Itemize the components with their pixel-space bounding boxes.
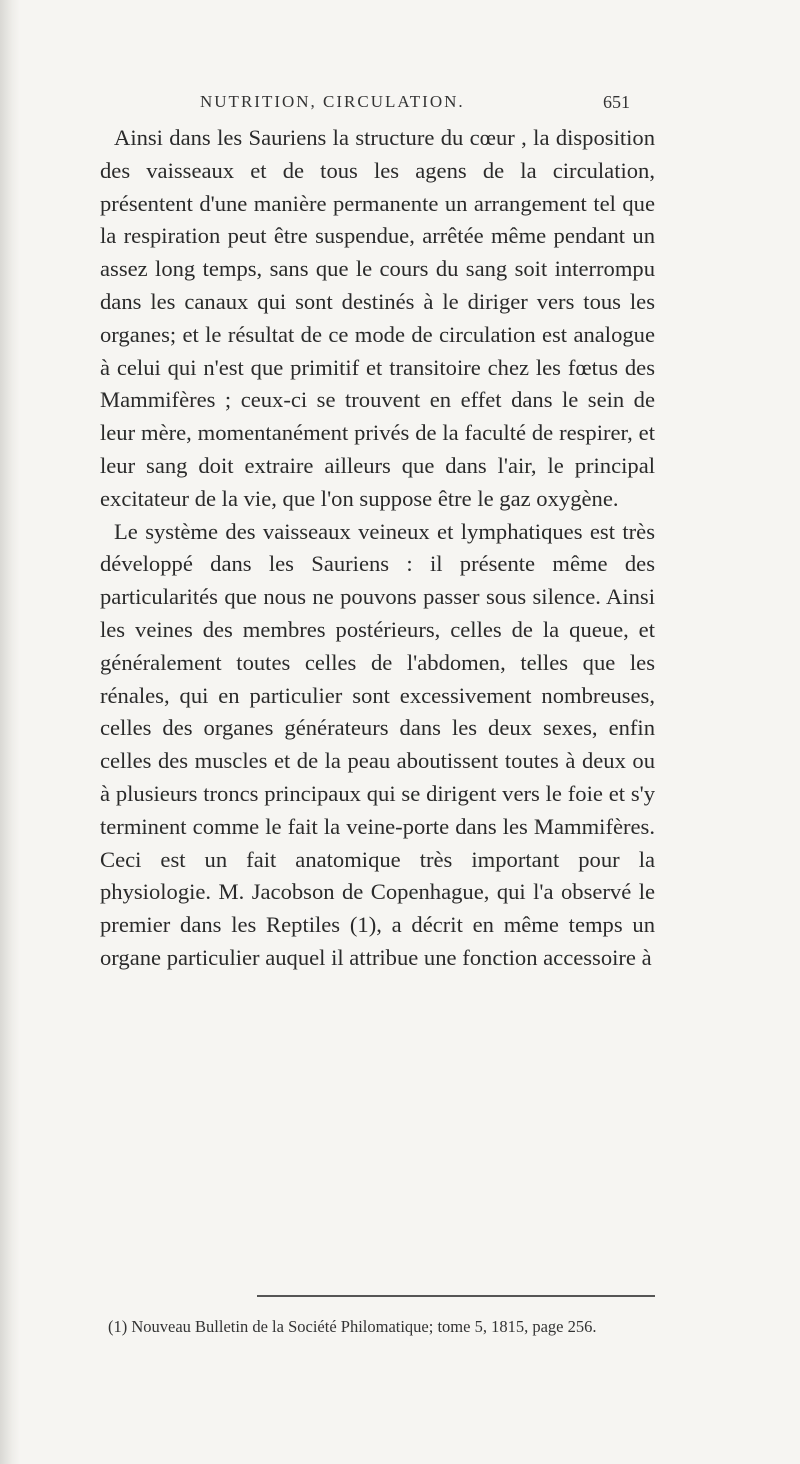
paragraph-2: Le système des vaisseaux veineux et lymphatiques est très développé dans les Sauriens : il présente même des particularités que nous ne pouvons passer sous silence. Ainsi les veines des membres postérieurs, celles de la queue, et généralement toutes celles de l'abdomen, telles que les rénales, qui en particulier sont excessivement nombreuses, celles des organes générateurs dans les deux sexes, enfin celles des muscles et de la peau aboutissent toutes à deux ou à plusieurs troncs principaux qui se dirigent vers le foie et s'y terminent comme le fait la veine-porte dans les Mammifères. Ceci est un fait anatomique très important pour la physiologie. M. Jacobson de Copenhague, qui l'a observé le premier dans les Reptiles (1), a décrit en même temps un organe particulier auquel il attribue une fonction accessoire à <box>100 518 655 970</box>
footnote: (1) Nouveau Bulletin de la Société Philomatique; tome 5, 1815, page 256. <box>108 1317 597 1336</box>
paragraph-1: Ainsi dans les Sauriens la structure du cœur , la disposition des vaisseaux et de tous les agens de la circulation, présentent d'une manière permanente un arrangement tel que la respiration peut être suspendue, arrêtée même pendant un assez long temps, sans que le cours du sang soit interrompu dans les canaux qui sont destinés à le diriger vers tous les organes; et le résultat de ce mode de circulation est analogue à celui qui n'est que primitif et transitoire chez les fœtus des Mammifères ; ceux-ci se trouvent en effet dans le sein de leur mère, momentanément privés de la faculté de respirer, et leur sang doit extraire ailleurs que dans l'air, le principal excitateur de la vie, que l'on suppose être le gaz oxygène. <box>100 125 655 511</box>
running-header <box>200 92 630 122</box>
page-number: 651 <box>603 92 630 112</box>
footnote-separator <box>257 1295 655 1297</box>
page-edge-shadow <box>0 0 20 1464</box>
running-head-title: NUTRITION, CIRCULATION. <box>200 92 465 111</box>
body-text <box>100 122 655 975</box>
